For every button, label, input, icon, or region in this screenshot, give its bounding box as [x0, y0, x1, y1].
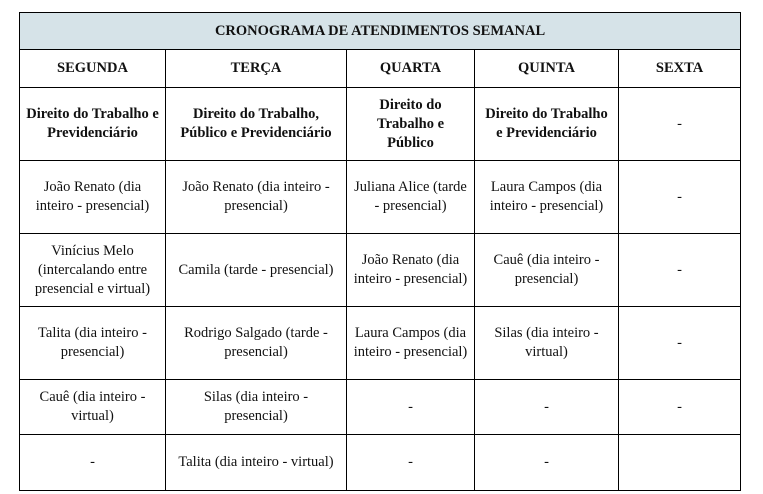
day-header-tuesday: TERÇA: [166, 50, 347, 88]
schedule-cell: Cauê (dia inteiro - virtual): [20, 380, 166, 435]
area-cell-friday: -: [619, 88, 741, 161]
schedule-cell: Cauê (dia inteiro - presencial): [475, 234, 619, 307]
table-row: [20, 307, 741, 380]
schedule-cell: -: [619, 380, 741, 435]
schedule-cell: Juliana Alice (tarde - presencial): [347, 161, 475, 234]
day-header-friday: SEXTA: [619, 50, 741, 88]
table-title: CRONOGRAMA DE ATENDIMENTOS SEMANAL: [20, 13, 741, 50]
schedule-cell: Talita (dia inteiro - presencial): [20, 307, 166, 380]
area-cell-thursday: Direito do Trabalho e Previdenciário: [475, 88, 619, 161]
schedule-cell: Silas (dia inteiro - presencial): [166, 380, 347, 435]
schedule-cell: João Renato (dia inteiro - presencial): [347, 234, 475, 307]
day-header-monday: SEGUNDA: [20, 50, 166, 88]
schedule-cell: -: [475, 435, 619, 491]
area-row: [20, 88, 741, 161]
schedule-cell: Camila (tarde - presencial): [166, 234, 347, 307]
schedule-cell: Talita (dia inteiro - virtual): [166, 435, 347, 491]
schedule-cell: -: [20, 435, 166, 491]
schedule-cell: Laura Campos (dia inteiro - presencial): [475, 161, 619, 234]
day-header-wednesday: QUARTA: [347, 50, 475, 88]
area-cell-monday: Direito do Trabalho e Previdenciário: [20, 88, 166, 161]
day-header-thursday: QUINTA: [475, 50, 619, 88]
table-row: [20, 234, 741, 307]
schedule-cell: Rodrigo Salgado (tarde - presencial): [166, 307, 347, 380]
area-cell-wednesday: Direito do Trabalho e Público: [347, 88, 475, 161]
table-row: [20, 161, 741, 234]
schedule-cell: -: [475, 380, 619, 435]
schedule-table: [19, 12, 741, 491]
schedule-cell: -: [347, 435, 475, 491]
schedule-cell: Silas (dia inteiro - virtual): [475, 307, 619, 380]
table-row: [20, 380, 741, 435]
schedule-cell: -: [347, 380, 475, 435]
day-header-row: [20, 50, 741, 88]
area-cell-tuesday: Direito do Trabalho, Público e Previdenciário: [166, 88, 347, 161]
schedule-cell: Laura Campos (dia inteiro - presencial): [347, 307, 475, 380]
schedule-cell: -: [619, 307, 741, 380]
table-row: [20, 435, 741, 491]
schedule-cell: -: [619, 161, 741, 234]
schedule-cell: Vinícius Melo (intercalando entre presencial e virtual): [20, 234, 166, 307]
schedule-cell: João Renato (dia inteiro - presencial): [20, 161, 166, 234]
title-row: [20, 13, 741, 50]
schedule-cell: -: [619, 234, 741, 307]
schedule-cell: [619, 435, 741, 491]
schedule-cell: João Renato (dia inteiro - presencial): [166, 161, 347, 234]
